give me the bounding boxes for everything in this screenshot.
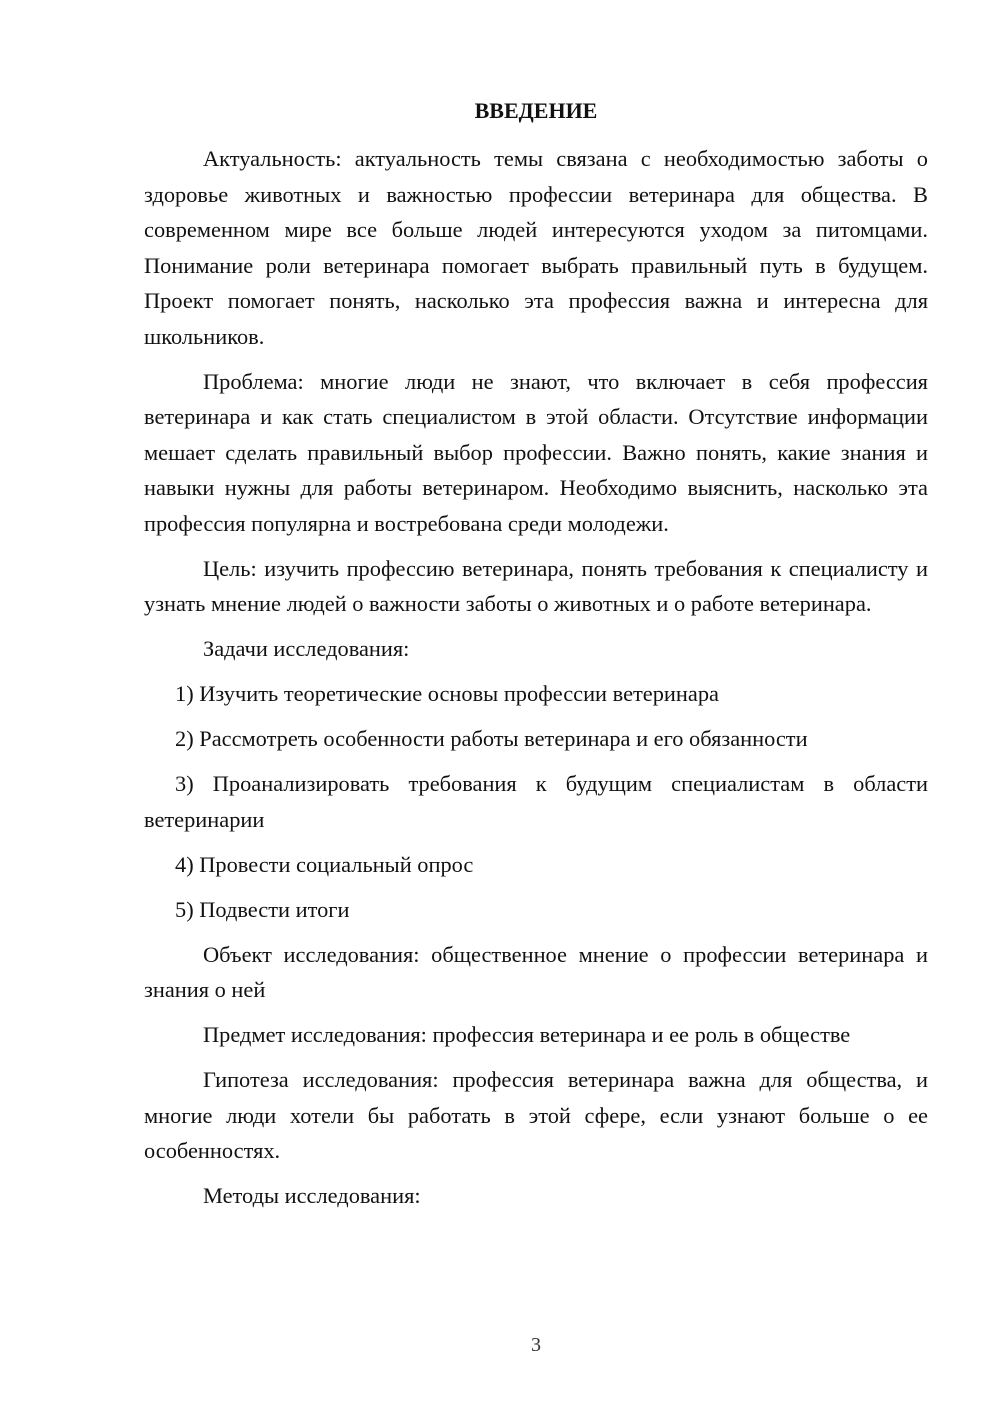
paragraph-object: Объект исследования: общественное мнение о профессии ветеринара и знания о ней <box>144 941 928 1002</box>
task-item-2: 2) Рассмотреть особенности работы ветеринара и его обязанности <box>175 726 808 751</box>
tasks-heading: Задачи исследования: <box>203 636 410 661</box>
task-item-1: 1) Изучить теоретические основы профессии ветеринара <box>175 681 719 706</box>
paragraph-goal: Цель: изучить профессию ветеринара, понять требования к специалисту и узнать мнение людей о важности заботы о животных и о работе ветеринара. <box>144 555 928 616</box>
paragraph-subject: Предмет исследования: профессия ветеринара и ее роль в обществе <box>203 1022 851 1047</box>
page-title: ВВЕДЕНИЕ <box>474 98 598 123</box>
methods-heading: Методы исследования: <box>203 1183 421 1208</box>
paragraph-hypothesis: Гипотеза исследования: профессия ветеринара важна для общества, и многие люди хотели бы работать в этой сфере, если узнают больше о ее особенностях. <box>144 1067 928 1163</box>
task-item-4: 4) Провести социальный опрос <box>175 851 474 877</box>
paragraph-problem: Проблема: многие люди не знают, что включает в себя профессия ветеринара и как стать специалистом в этой области. Отсутствие информации мешает сделать правильный выбор профессии. Важно понять, какие знания и навыки нужны для работы ветеринаром. Необходимо выяснить, насколько эта профессия популярна и востребована среди молодежи. <box>144 368 928 536</box>
task-item-5: 5) Подвести итоги <box>175 896 350 922</box>
document-body <box>144 141 928 1223</box>
task-item-3: 3) Проанализировать требования к будущим специалистам в области ветеринарии <box>144 771 928 832</box>
page-number: 3 <box>531 1334 541 1356</box>
paragraph-relevance: Актуальность: актуальность темы связана с необходимостью заботы о здоровье животных и важностью профессии ветеринара для общества. В современном мире все больше людей интересуются уходом за питомцами. Понимание роли ветеринара помогает выбрать правильный путь в будущем. Проект помогает понять, насколько эта профессия важна и интересна для школьников. <box>144 146 928 349</box>
